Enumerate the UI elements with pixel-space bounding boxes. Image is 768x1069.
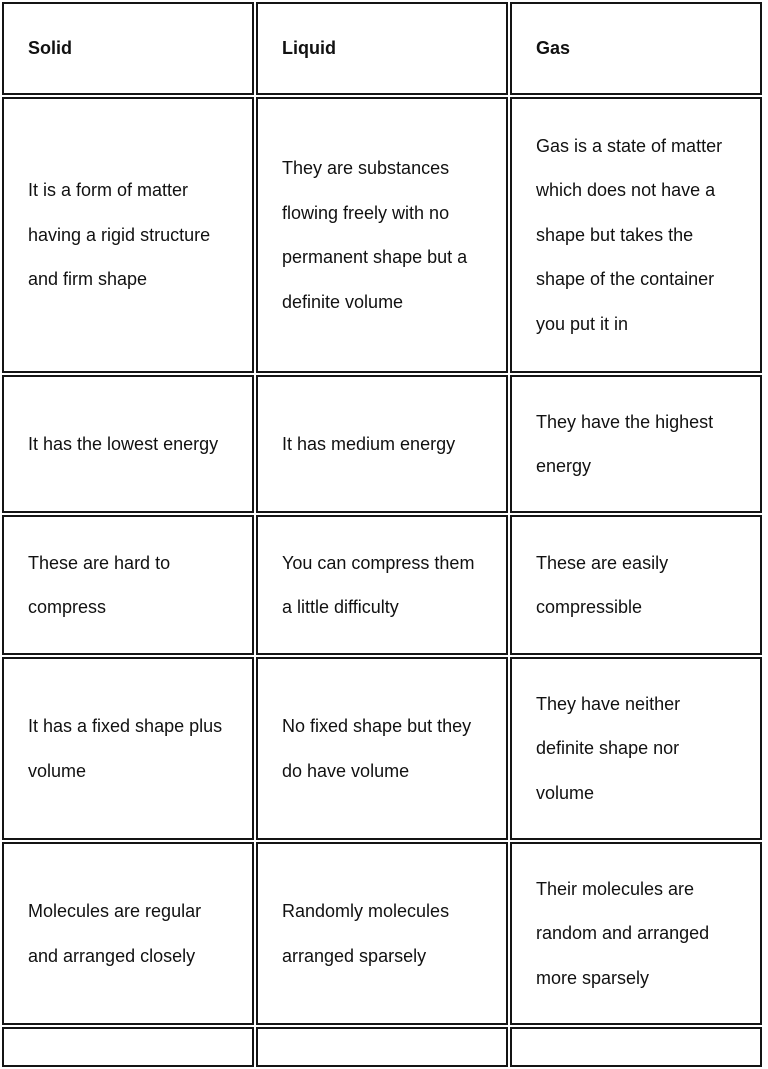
table-cell	[256, 842, 508, 1025]
cell-text: Randomly molecules arranged sparsely	[282, 901, 450, 966]
cell-text: It has medium energy	[282, 433, 456, 454]
table-row	[2, 515, 766, 657]
table-cell	[510, 842, 762, 1025]
table-cell	[256, 1027, 508, 1067]
table-cell	[510, 1027, 762, 1067]
cell-text: It has a fixed shape plus volume	[28, 716, 223, 781]
table-cell	[510, 657, 762, 840]
table-cell	[510, 97, 762, 373]
header-cell-liquid	[256, 2, 508, 95]
table-header-row	[2, 2, 766, 97]
table-row	[2, 657, 766, 842]
header-label: Solid	[28, 38, 72, 59]
table-cell	[2, 515, 254, 655]
table-row-partial	[2, 1027, 766, 1069]
table-cell	[256, 657, 508, 840]
table-cell	[256, 97, 508, 373]
cell-text: These are hard to compress	[28, 552, 171, 617]
header-cell-gas	[510, 2, 762, 95]
header-label: Liquid	[282, 38, 336, 59]
cell-text: It has the lowest energy	[28, 433, 219, 454]
table-cell	[256, 515, 508, 655]
table-cell	[2, 657, 254, 840]
table-cell	[510, 515, 762, 655]
header-cell-solid	[2, 2, 254, 95]
cell-text: You can compress them a little difficulty	[282, 552, 475, 617]
table-cell	[2, 375, 254, 513]
cell-text: They have neither definite shape nor volume	[536, 693, 681, 803]
table-row	[2, 97, 766, 375]
cell-text: No fixed shape but they do have volume	[282, 716, 472, 781]
cell-text: It is a form of matter having a rigid structure and firm shape	[28, 180, 211, 290]
header-label: Gas	[536, 38, 571, 59]
table-cell	[2, 97, 254, 373]
table-cell	[2, 1027, 254, 1067]
table-cell	[510, 375, 762, 513]
cell-text: They are substances flowing freely with no permanent shape but a definite volume	[282, 158, 468, 312]
table-row	[2, 842, 766, 1027]
cell-text: Their molecules are random and arranged more sparsely	[536, 878, 710, 988]
cell-text: Molecules are regular and arranged closely	[28, 901, 202, 966]
table-row	[2, 375, 766, 515]
cell-text: They have the highest energy	[536, 411, 714, 476]
cell-text: These are easily compressible	[536, 552, 669, 617]
comparison-table	[2, 2, 766, 1042]
table-cell	[256, 375, 508, 513]
cell-text: Gas is a state of matter which does not have a shape but takes the shape of the container you put it in	[536, 135, 723, 334]
table-cell	[2, 842, 254, 1025]
